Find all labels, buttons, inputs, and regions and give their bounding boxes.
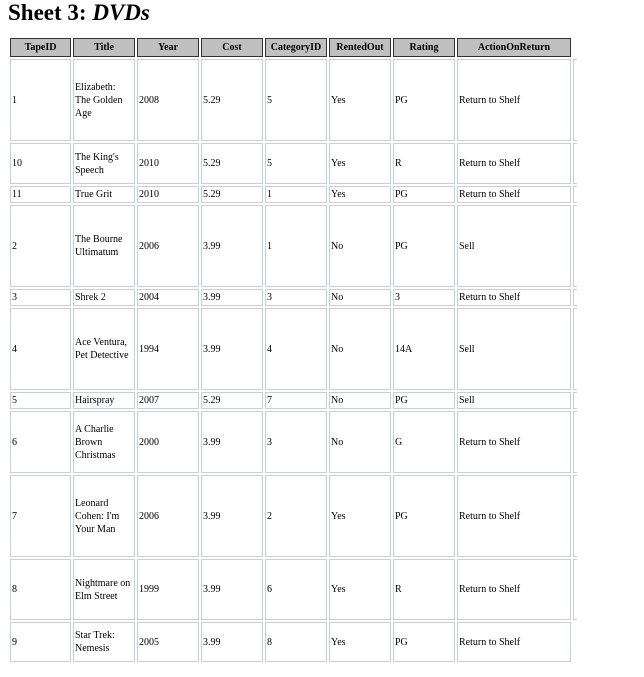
overflow-cell xyxy=(573,143,577,184)
cell-rating: PG xyxy=(393,392,455,409)
cell-actiononreturn: Sell xyxy=(457,308,571,390)
cell-tapeid: 2 xyxy=(10,205,71,287)
cell-cost: 3.99 xyxy=(201,205,263,287)
cell-year: 2005 xyxy=(137,622,199,662)
overflow-cell xyxy=(573,308,577,390)
cell-title: Star Trek: Nemesis xyxy=(73,622,135,662)
cell-rentedout: No xyxy=(329,308,391,390)
cell-cost: 5.29 xyxy=(201,59,263,141)
table-row xyxy=(10,59,577,141)
cell-categoryid: 3 xyxy=(265,289,327,306)
cell-cost: 5.29 xyxy=(201,392,263,409)
cell-title: True Grit xyxy=(73,186,135,203)
cell-cost: 3.99 xyxy=(201,475,263,557)
col-header-rentedout: RentedOut xyxy=(329,38,391,57)
table-row xyxy=(10,143,577,184)
cell-categoryid: 5 xyxy=(265,59,327,141)
table-row xyxy=(10,559,577,620)
cell-categoryid: 7 xyxy=(265,392,327,409)
cell-rating: R xyxy=(393,143,455,184)
table-row xyxy=(10,392,577,409)
cell-rentedout: Yes xyxy=(329,186,391,203)
cell-cost: 5.29 xyxy=(201,143,263,184)
cell-rentedout: Yes xyxy=(329,59,391,141)
overflow-cell xyxy=(573,411,577,473)
cell-actiononreturn: Return to Shelf xyxy=(457,143,571,184)
cell-title: The Bourne Ultimatum xyxy=(73,205,135,287)
overflow-cell xyxy=(573,475,577,557)
cell-year: 2010 xyxy=(137,143,199,184)
table-row xyxy=(10,289,577,306)
table-row xyxy=(10,411,577,473)
col-header-title: Title xyxy=(73,38,135,57)
cell-categoryid: 1 xyxy=(265,186,327,203)
col-header-year: Year xyxy=(137,38,199,57)
cell-categoryid: 2 xyxy=(265,475,327,557)
cell-cost: 3.99 xyxy=(201,559,263,620)
cell-rating: PG xyxy=(393,622,455,662)
table-row xyxy=(10,186,577,203)
cell-actiononreturn: Return to Shelf xyxy=(457,59,571,141)
cell-title: Elizabeth: The Golden Age xyxy=(73,59,135,141)
cell-title: Nightmare on Elm Street xyxy=(73,559,135,620)
cell-rentedout: Yes xyxy=(329,143,391,184)
cell-tapeid: 7 xyxy=(10,475,71,557)
cell-rentedout: No xyxy=(329,392,391,409)
overflow-cell xyxy=(573,205,577,287)
overflow-cell xyxy=(573,559,577,620)
cell-tapeid: 8 xyxy=(10,559,71,620)
cell-title: A Charlie Brown Christmas xyxy=(73,411,135,473)
cell-rating: PG xyxy=(393,205,455,287)
cell-rentedout: Yes xyxy=(329,475,391,557)
overflow-cell xyxy=(573,59,577,141)
cell-year: 2010 xyxy=(137,186,199,203)
cell-rentedout: No xyxy=(329,411,391,473)
cell-cost: 3.99 xyxy=(201,622,263,662)
cell-cost: 3.99 xyxy=(201,289,263,306)
cell-year: 2007 xyxy=(137,392,199,409)
col-header-actiononreturn: ActionOnReturn xyxy=(457,38,571,57)
cell-rating: R xyxy=(393,559,455,620)
cell-rating: 3 xyxy=(393,289,455,306)
cell-year: 2006 xyxy=(137,205,199,287)
cell-tapeid: 9 xyxy=(10,622,71,662)
cell-actiononreturn: Return to Shelf xyxy=(457,186,571,203)
header-row xyxy=(10,38,577,57)
cell-actiononreturn: Sell xyxy=(457,392,571,409)
table-row xyxy=(10,308,577,390)
col-header-categoryid: CategoryID xyxy=(265,38,327,57)
cell-categoryid: 1 xyxy=(265,205,327,287)
col-header-cost: Cost xyxy=(201,38,263,57)
cell-year: 2008 xyxy=(137,59,199,141)
cell-actiononreturn: Sell xyxy=(457,205,571,287)
overflow-cell xyxy=(573,186,577,203)
sheet-prefix: Sheet 3: xyxy=(8,0,87,25)
cell-year: 1994 xyxy=(137,308,199,390)
cell-cost: 3.99 xyxy=(201,411,263,473)
cell-rentedout: Yes xyxy=(329,559,391,620)
cell-year: 2000 xyxy=(137,411,199,473)
cell-title: Shrek 2 xyxy=(73,289,135,306)
cell-tapeid: 10 xyxy=(10,143,71,184)
cell-tapeid: 1 xyxy=(10,59,71,141)
page-title xyxy=(8,1,150,25)
cell-actiononreturn: Return to Shelf xyxy=(457,622,571,662)
cell-year: 2006 xyxy=(137,475,199,557)
overflow-cell xyxy=(573,622,577,662)
cell-cost: 5.29 xyxy=(201,186,263,203)
cell-rating: PG xyxy=(393,475,455,557)
cell-categoryid: 4 xyxy=(265,308,327,390)
dvd-table xyxy=(8,36,579,664)
cell-actiononreturn: Return to Shelf xyxy=(457,411,571,473)
cell-categoryid: 3 xyxy=(265,411,327,473)
col-header-rating: Rating xyxy=(393,38,455,57)
col-header-tapeid: TapeID xyxy=(10,38,71,57)
cell-actiononreturn: Return to Shelf xyxy=(457,289,571,306)
cell-actiononreturn: Return to Shelf xyxy=(457,559,571,620)
cell-title: Ace Ventura, Pet Detective xyxy=(73,308,135,390)
cell-title: The King's Speech xyxy=(73,143,135,184)
cell-rating: G xyxy=(393,411,455,473)
cell-title: Hairspray xyxy=(73,392,135,409)
cell-rentedout: No xyxy=(329,289,391,306)
cell-actiononreturn: Return to Shelf xyxy=(457,475,571,557)
cell-title: Leonard Cohen: I'm Your Man xyxy=(73,475,135,557)
overflow-cell xyxy=(573,289,577,306)
table-row xyxy=(10,205,577,287)
cell-year: 2004 xyxy=(137,289,199,306)
cell-categoryid: 5 xyxy=(265,143,327,184)
table-row xyxy=(10,622,577,662)
cell-tapeid: 3 xyxy=(10,289,71,306)
cell-tapeid: 4 xyxy=(10,308,71,390)
cell-rentedout: Yes xyxy=(329,622,391,662)
sheet-name: DVDs xyxy=(92,0,150,25)
cell-tapeid: 6 xyxy=(10,411,71,473)
cell-categoryid: 8 xyxy=(265,622,327,662)
overflow-cell xyxy=(573,392,577,409)
cell-tapeid: 5 xyxy=(10,392,71,409)
cell-rating: PG xyxy=(393,59,455,141)
table-row xyxy=(10,475,577,557)
cell-cost: 3.99 xyxy=(201,308,263,390)
cell-rating: PG xyxy=(393,186,455,203)
cell-tapeid: 11 xyxy=(10,186,71,203)
cell-categoryid: 6 xyxy=(265,559,327,620)
cell-year: 1999 xyxy=(137,559,199,620)
cell-rentedout: No xyxy=(329,205,391,287)
cell-rating: 14A xyxy=(393,308,455,390)
